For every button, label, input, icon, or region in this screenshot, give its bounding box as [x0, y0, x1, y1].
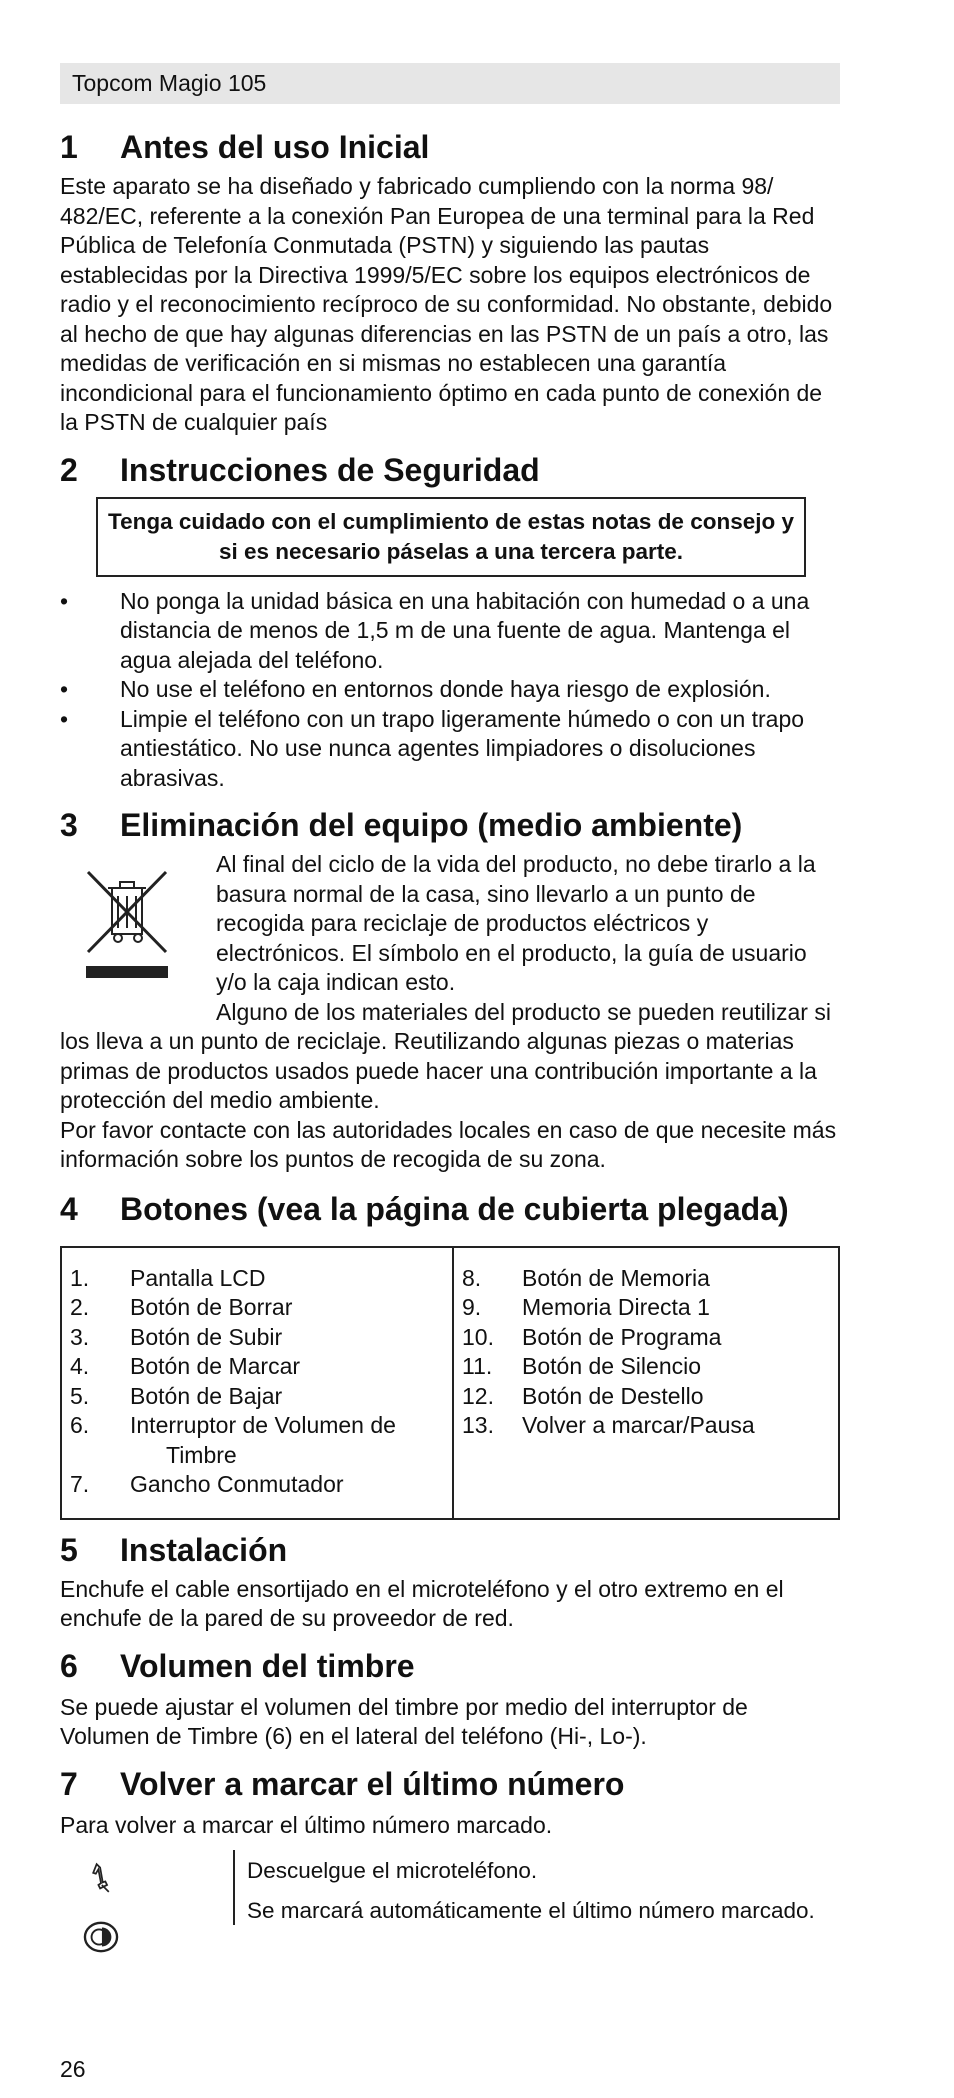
item-number: 8. [462, 1264, 482, 1291]
bullet-icon: • [60, 705, 69, 732]
disposal-text-1: Al final del ciclo de la vida del producto, no debe tirarlo a la basura normal de la casa, sino llevarlo a un punto de recogida para reciclaje de productos eléctricos y electrónicos. El símbolo en el producto, la guía de usuario y/o la caja indican esto. [216, 851, 816, 995]
item-label: Pantalla LCD [130, 1264, 266, 1291]
disposal-text-3: Por favor contacte con las autoridades locales en caso de que necesite más información sobre los puntos de recogida de su zona. [60, 1116, 837, 1172]
section-number: 5 [60, 1531, 78, 1568]
list-item [462, 1411, 832, 1441]
item-label-line-1: Interruptor de Volumen de [130, 1412, 396, 1438]
handset-offhook-icon [88, 1862, 114, 1894]
step-1-text: Descuelgue el microteléfono. [247, 1858, 538, 1883]
list-item [70, 1470, 446, 1500]
section-number: 4 [60, 1190, 78, 1227]
list-item [462, 1293, 832, 1323]
section-number: 1 [60, 129, 78, 165]
safety-list [60, 587, 840, 794]
list-item [462, 1323, 832, 1353]
step-icons-column [60, 1850, 233, 1925]
item-label: Botón de Bajar [130, 1382, 283, 1409]
section-5-text: Enchufe el cable ensortijado en el microteléfono y el otro extremo en el enchufe de la pared de su proveedor de red. [60, 1575, 784, 1631]
list-item [462, 1382, 832, 1412]
item-label-line-2: Timbre [166, 1441, 237, 1468]
section-title: Instalación [120, 1531, 288, 1568]
item-number: 5. [70, 1382, 90, 1409]
list-item [70, 1382, 446, 1412]
bullet-icon: • [60, 587, 69, 614]
section-title: Instrucciones de Seguridad [120, 451, 540, 488]
item-number: 3. [70, 1323, 90, 1350]
list-item [70, 1293, 446, 1323]
section-number: 2 [60, 451, 78, 488]
item-number: 6. [70, 1412, 90, 1438]
section-3-heading [60, 807, 840, 844]
header-title: Topcom Magio 105 [72, 70, 267, 96]
item-label: Botón de Subir [130, 1323, 283, 1350]
list-item-text: Limpie el teléfono con un trapo ligeramente húmedo o con un trapo antiestático. No use nunca agentes limpiadores o disoluciones abrasivas. [120, 705, 805, 791]
item-number: 9. [462, 1294, 482, 1320]
redial-steps [60, 1850, 840, 1925]
list-item [462, 1264, 832, 1294]
step-2-text: Se marcará automáticamente el último número marcado. [247, 1897, 815, 1923]
section-number: 7 [60, 1765, 78, 1802]
list-item-text: No use el teléfono en entornos donde haya riesgo de explosión. [120, 676, 771, 702]
page-content [60, 115, 840, 1925]
item-label: Gancho Conmutador [130, 1471, 344, 1497]
item-number: 13. [462, 1412, 494, 1438]
running-header [60, 63, 840, 104]
bullet-icon: • [60, 676, 69, 702]
step-texts-column [233, 1850, 827, 1925]
section-2-heading [60, 452, 840, 489]
list-item [70, 1323, 446, 1353]
list-item-text: No ponga la unidad básica en una habitación con humedad o a una distancia de menos de 1,5 m de una fuente de agua. Mantenga el agua alejada del teléfono. [120, 587, 810, 673]
item-number: 10. [462, 1323, 494, 1350]
item-number: 11. [462, 1353, 493, 1379]
section-title: Eliminación del equipo (medio ambiente) [120, 807, 743, 843]
redial-button-icon [82, 1920, 120, 1954]
list-item [70, 1352, 446, 1382]
item-label: Botón de Memoria [522, 1264, 710, 1291]
section-7-heading [60, 1766, 840, 1803]
buttons-column-2 [453, 1247, 839, 1519]
item-number: 2. [70, 1294, 90, 1320]
section-title: Volumen del timbre [120, 1647, 415, 1684]
section-1-heading [60, 129, 840, 166]
section-title: Volver a marcar el último número [120, 1765, 625, 1802]
item-label: Botón de Programa [522, 1323, 722, 1350]
buttons-table [60, 1246, 840, 1520]
list-item [60, 587, 840, 676]
section-number: 6 [60, 1647, 78, 1684]
item-label: Memoria Directa 1 [522, 1294, 710, 1320]
section-title: Antes del uso Inicial [120, 129, 430, 165]
item-label: Botón de Silencio [522, 1353, 702, 1379]
item-label: Botón de Destello [522, 1382, 704, 1409]
item-label: Botón de Borrar [130, 1294, 293, 1320]
item-number: 12. [462, 1382, 494, 1409]
section-number: 3 [60, 807, 78, 843]
list-item [60, 705, 840, 794]
safety-notice-box: Tenga cuidado con el cumplimiento de estas notas de consejo y si es necesario páselas a una tercera parte. [96, 497, 806, 577]
disposal-block [60, 850, 840, 1175]
item-label: Botón de Marcar [130, 1353, 301, 1379]
section-title: Botones (vea la página de cubierta plegada) [120, 1190, 789, 1227]
item-label: Volver a marcar/Pausa [522, 1412, 755, 1438]
section-1-text: Este aparato se ha diseñado y fabricado cumpliendo con la norma 98/ 482/EC, referente a la conexión Pan Europea de una terminal para la Red Pública de Telefonía Conmutada (PSTN) y siguiendo las pautas establecidas por la Directiva 1999/5/EC sobre los equipos electrónicos de radio y el reconocimiento recíproco de su conformidad. No obstante, debido al hecho de que hay algunas diferencias en las PSTN de un país a otro, las medidas de verificación en si mismas no establecen una garantía incondicional para el funcionamiento óptimo en cada punto de conexión de la PSTN de cualquier país [60, 173, 833, 435]
item-number: 1. [70, 1264, 90, 1291]
list-item [70, 1411, 446, 1470]
page-number: 26 [60, 2056, 86, 2082]
item-number: 4. [70, 1353, 90, 1379]
weee-crossed-bin-icon [82, 866, 172, 982]
section-6-heading [60, 1648, 840, 1685]
item-number: 7. [70, 1471, 90, 1497]
section-6-text: Se puede ajustar el volumen del timbre por medio del interruptor de Volumen de Timbre (6) en el lateral del teléfono (Hi-, Lo-). [60, 1693, 748, 1749]
list-item [462, 1352, 832, 1382]
section-5-heading [60, 1532, 840, 1569]
list-item [70, 1264, 446, 1294]
section-7-text: Para volver a marcar el último número marcado. [60, 1811, 553, 1838]
section-4-heading [60, 1191, 840, 1228]
buttons-column-1 [61, 1247, 453, 1519]
disposal-text-2: Alguno de los materiales del producto se pueden reutilizar si los lleva a un punto de reciclaje. Reutilizando algunas piezas o materias primas de productos usados puede hacer una contribución importante a la protección del medio ambiente. [60, 998, 831, 1113]
item-label [130, 1411, 396, 1470]
list-item [60, 675, 840, 705]
